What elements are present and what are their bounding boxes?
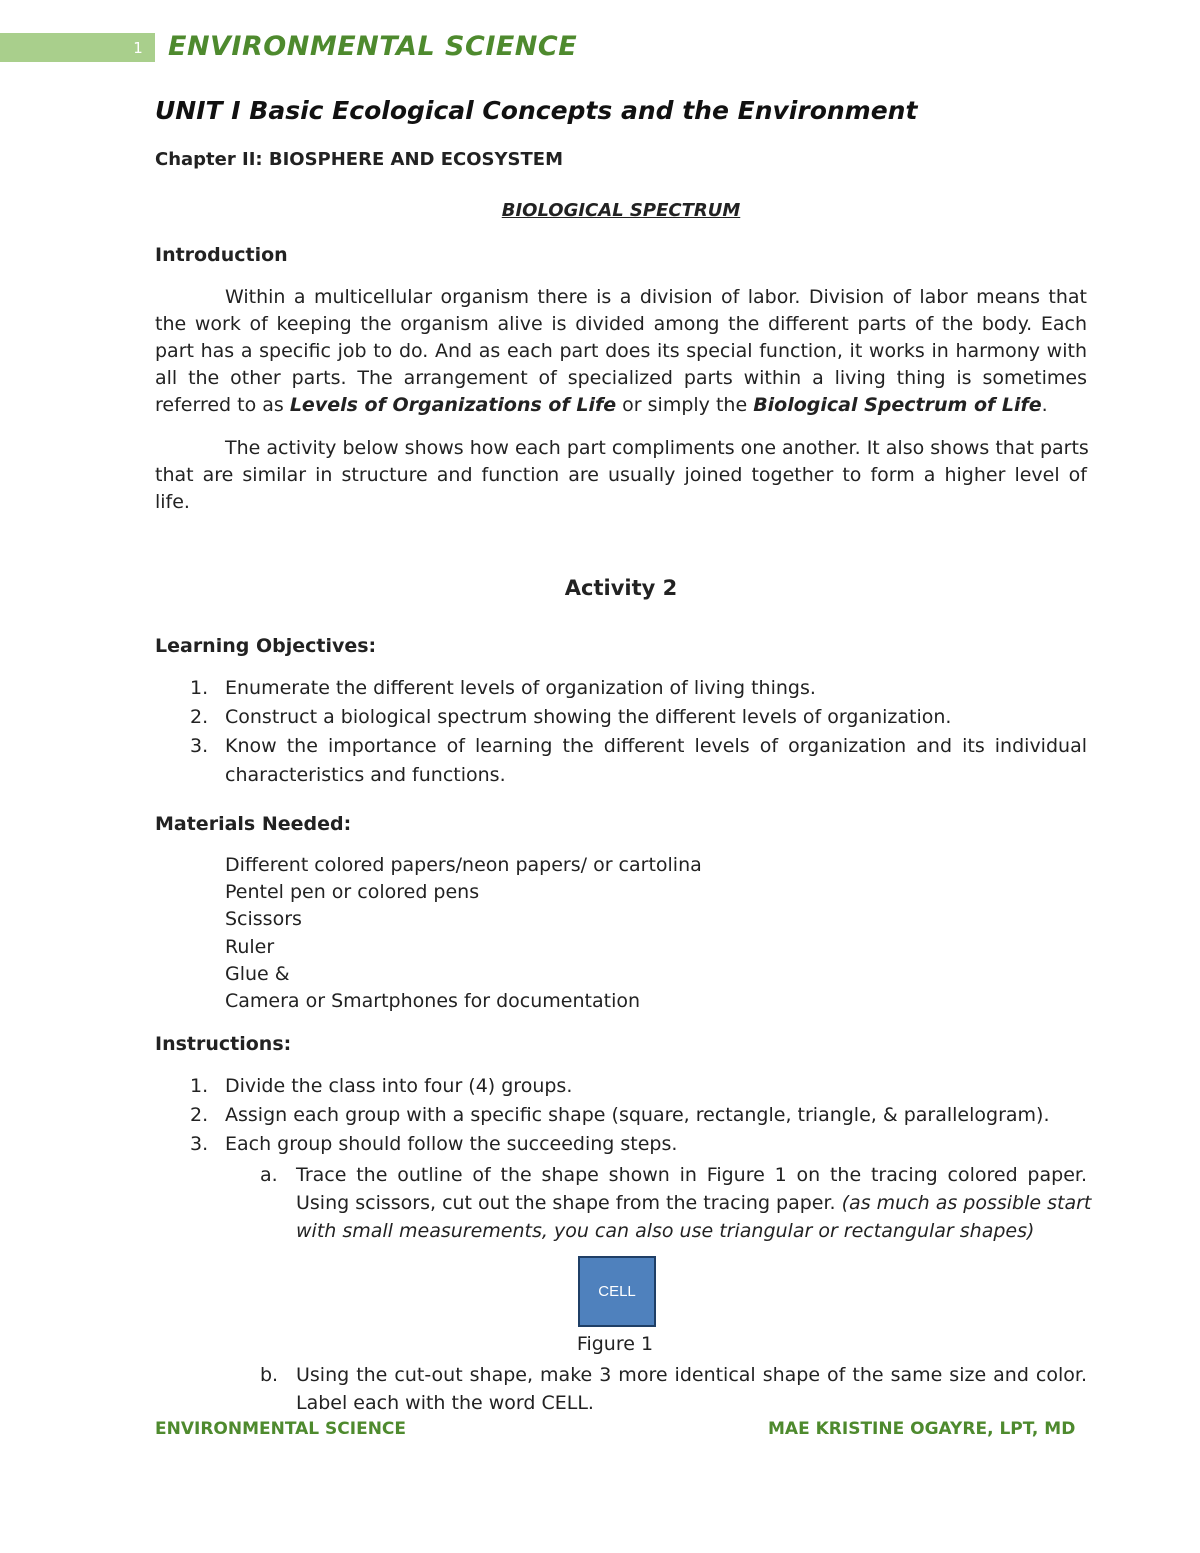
introduction-paragraph-1: [155, 284, 1087, 419]
list-item-text: Know the importance of learning the different levels of organization and its individual: [225, 735, 1087, 757]
header-title: ENVIRONMENTAL SCIENCE: [168, 31, 578, 62]
instructions-heading: Instructions:: [155, 1033, 292, 1055]
emphasis-biological-spectrum: Biological Spectrum of Life: [753, 394, 1042, 416]
sub-step-text: [296, 1189, 1092, 1217]
sub-step-letter: b.: [260, 1364, 279, 1386]
sub-step-text: Using the cut-out shape, make 3 more identical shape of the same size and color.: [296, 1364, 1087, 1386]
introduction-heading: Introduction: [155, 244, 288, 266]
paragraph-line: The activity below shows how each part compliments one another. It also shows that parts: [225, 437, 1089, 459]
emphasis-levels-of-organization: Levels of Organizations of Life: [289, 394, 617, 416]
list-item-text: Construct a biological spectrum showing the different levels of organization.: [225, 706, 952, 728]
paragraph-line: Within a multicellular organism there is a division of labor. Division of labor means that: [225, 286, 1087, 308]
material-item: Glue &: [225, 962, 290, 985]
sub-step-a: [260, 1161, 1092, 1245]
sub-step-line: [260, 1161, 1087, 1189]
list-item: [155, 1072, 1087, 1101]
italic-note: with small measurements, you can also use triangular or rectangular shapes): [296, 1220, 1035, 1242]
material-item: Camera or Smartphones for documentation: [225, 989, 641, 1012]
list-item-text: Divide the class into four (4) groups.: [225, 1075, 573, 1097]
paragraph-line: life.: [155, 491, 190, 513]
text-run: referred to as: [155, 394, 290, 416]
unit-title: UNIT I Basic Ecological Concepts and the Environment: [155, 96, 918, 125]
sub-step-text: Trace the outline of the shape shown in Figure 1 on the tracing colored paper.: [296, 1164, 1087, 1186]
footer-course-name: ENVIRONMENTAL SCIENCE: [155, 1419, 407, 1439]
list-number: 2.: [190, 1104, 209, 1126]
cell-figure-label: CELL: [598, 1283, 636, 1300]
list-number: 3.: [190, 1133, 209, 1155]
list-item-text: Assign each group with a specific shape (square, rectangle, triangle, & parallelogram).: [225, 1104, 1050, 1126]
chapter-title: Chapter II: BIOSPHERE AND ECOSYSTEM: [155, 149, 563, 170]
italic-note: (as much as possible start: [841, 1192, 1092, 1214]
sub-step-line: [260, 1189, 1092, 1217]
material-item: Pentel pen or colored pens: [225, 881, 480, 904]
paragraph-line: the work of keeping the organism alive is divided among the different parts of the body. Each: [155, 313, 1087, 335]
activity-title: Activity 2: [564, 576, 678, 600]
paragraph-line: all the other parts. The arrangement of specialized parts within a living thing is sometimes: [155, 367, 1087, 389]
text-run: Using scissors, cut out the shape from the tracing paper.: [296, 1192, 842, 1214]
sub-step-letter: a.: [260, 1164, 278, 1186]
section-title-text: BIOLOGICAL SPECTRUM: [501, 200, 741, 221]
materials-list: [225, 852, 702, 1015]
objectives-heading: Learning Objectives:: [155, 635, 377, 657]
sub-step-line: [260, 1389, 1087, 1417]
material-item: Different colored papers/neon papers/ or cartolina: [225, 854, 702, 876]
list-number: 2.: [190, 706, 209, 728]
list-item: [155, 732, 1087, 761]
list-number: 3.: [190, 735, 209, 757]
sub-step-line: [260, 1217, 1087, 1245]
introduction-paragraph-2: [155, 435, 1087, 516]
objectives-list: [155, 674, 1087, 790]
page-number: 1: [133, 39, 143, 57]
material-item: Scissors: [225, 908, 302, 931]
list-number: 1.: [190, 677, 209, 699]
section-title: [155, 200, 1087, 221]
footer-author: MAE KRISTINE OGAYRE, LPT, MD: [768, 1419, 1076, 1439]
sub-step-line: [260, 1361, 1087, 1389]
list-item-text: Each group should follow the succeeding steps.: [225, 1133, 678, 1155]
list-item: [155, 1101, 1087, 1130]
figure-caption: Figure 1: [576, 1333, 654, 1355]
material-item: Ruler: [225, 935, 275, 958]
paragraph-line: that are similar in structure and function are usually joined together to form a higher level of: [155, 464, 1087, 486]
sub-step-b: [260, 1361, 1087, 1417]
list-item-text: Enumerate the different levels of organization of living things.: [225, 677, 816, 699]
sub-step-text: Label each with the word CELL.: [296, 1392, 594, 1414]
list-item-continuation: [155, 761, 1087, 790]
list-item: [155, 703, 1087, 732]
paragraph-line: [155, 392, 1087, 419]
instructions-list: [155, 1072, 1087, 1159]
list-number: 1.: [190, 1075, 209, 1097]
materials-heading: Materials Needed:: [155, 813, 352, 835]
text-run: .: [1041, 394, 1048, 416]
list-item: [155, 674, 1087, 703]
list-item: [155, 1130, 1087, 1159]
list-item-text: characteristics and functions.: [225, 764, 506, 786]
paragraph-line: part has a specific job to do. And as each part does its special function, it works in harmony with: [155, 340, 1087, 362]
text-run: or simply the: [616, 394, 754, 416]
cell-figure-box: [578, 1256, 656, 1327]
